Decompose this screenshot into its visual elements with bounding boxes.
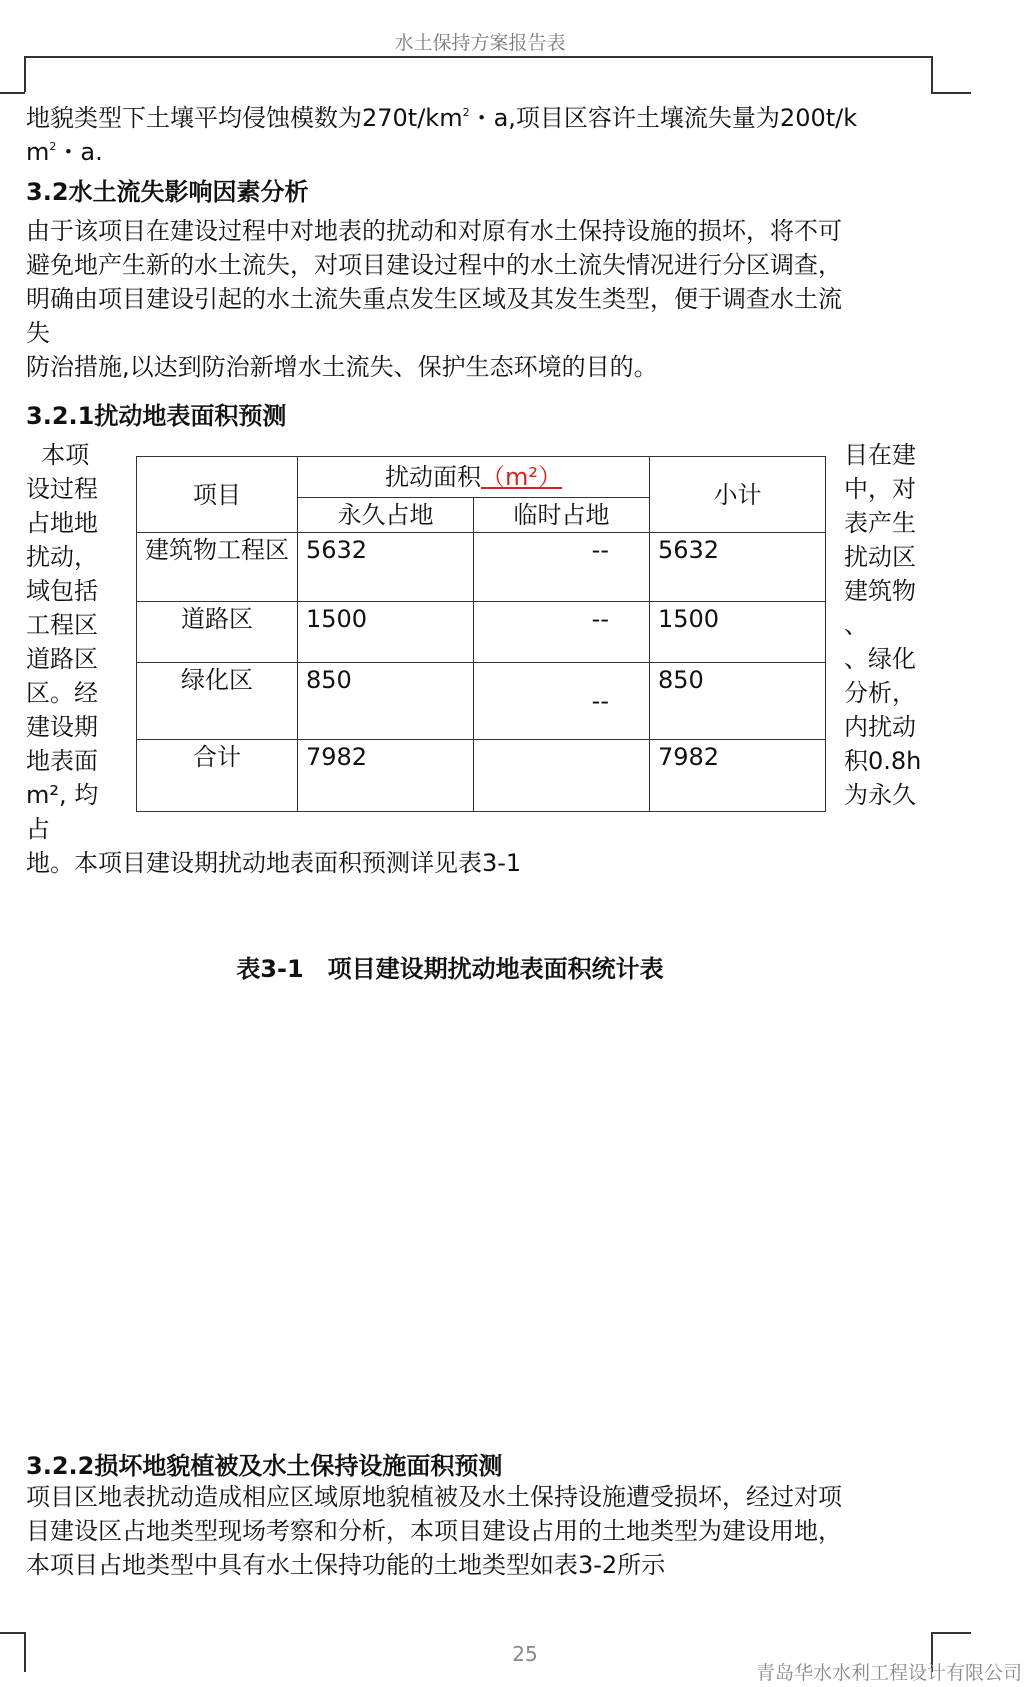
page-number: 25 bbox=[512, 1642, 538, 1666]
right-fragment: 扰动区 bbox=[844, 543, 916, 571]
right-fragment: 内扰动 bbox=[844, 713, 916, 741]
cell-subtotal: 5632 bbox=[650, 533, 826, 602]
cell-permanent: 5632 bbox=[298, 533, 474, 602]
cell-subtotal: 7982 bbox=[650, 740, 826, 812]
section-3-2-2-line-2: 目建设区占地类型现场考察和分析，本项目建设占用的土地类型为建设用地， bbox=[26, 1517, 842, 1545]
cell-subtotal: 850 bbox=[650, 663, 826, 740]
header-area bbox=[298, 457, 650, 498]
cell-temporary: -- bbox=[474, 663, 650, 740]
left-fragment: 设过程 bbox=[26, 475, 98, 503]
cell-permanent: 7982 bbox=[298, 740, 474, 812]
page-header-title: 水土保持方案报告表 bbox=[394, 32, 566, 54]
left-fragment: 工程区 bbox=[26, 611, 98, 639]
cell-temporary: -- bbox=[474, 602, 650, 663]
right-fragment: 表产生 bbox=[844, 509, 916, 537]
section-3-2-2-heading: 3.2.2损坏地貌植被及水土保持设施面积预测 bbox=[26, 1452, 503, 1480]
header-area-label: 扰动面积 bbox=[385, 463, 481, 491]
header-rule bbox=[24, 56, 932, 58]
left-fragment: 本项 bbox=[26, 441, 90, 469]
intro-line-2: $m^2$・a. bbox=[26, 138, 103, 166]
cell-item: 道路区 bbox=[137, 602, 298, 663]
intro-line-1: 地貌类型下土壤平均侵蚀模数为$270t/km^2$・a,项目区容许土壤流失量为200t/k bbox=[26, 104, 858, 132]
right-fragment: 分析， bbox=[844, 679, 916, 707]
cell-item: 合计 bbox=[137, 740, 298, 812]
section-3-2-1-heading: 3.2.1扰动地表面积预测 bbox=[26, 402, 287, 430]
left-fragment: 地表面 bbox=[26, 747, 98, 775]
left-fragment: 区。经 bbox=[26, 679, 98, 707]
right-fragment: 为永久 bbox=[844, 781, 916, 809]
header-subtotal: 小计 bbox=[650, 457, 826, 533]
corner-mark-bottom-right-h bbox=[931, 1632, 971, 1634]
section-3-2-line-1: 由于该项目在建设过程中对地表的扰动和对原有水土保持设施的损坏，将不可 bbox=[26, 217, 842, 245]
corner-mark-top-right bbox=[931, 56, 933, 92]
section-3-2-heading: 3.2水土流失影响因素分析 bbox=[26, 178, 309, 206]
table-row bbox=[137, 602, 826, 663]
right-fragment: 积0.8h bbox=[844, 747, 922, 775]
section-3-2-line-4: 失 bbox=[26, 319, 50, 347]
cell-item: 绿化区 bbox=[137, 663, 298, 740]
corner-mark-top-left bbox=[24, 56, 26, 92]
left-fragment: 建设期 bbox=[26, 713, 98, 741]
disturbance-area-table bbox=[136, 456, 826, 812]
header-permanent: 永久占地 bbox=[298, 498, 474, 533]
right-fragment: 目在建 bbox=[844, 441, 916, 469]
right-fragment: 、绿化 bbox=[844, 645, 916, 673]
section-3-2-1-last-line: 地。本项目建设期扰动地表面积预测详见表3-1 bbox=[26, 849, 522, 877]
header-area-unit: （m²） bbox=[481, 463, 562, 491]
header-item: 项目 bbox=[137, 457, 298, 533]
left-fragment: 道路区 bbox=[26, 645, 98, 673]
section-3-2-line-3: 明确由项目建设引起的水土流失重点发生区域及其发生类型，便于调查水土流 bbox=[26, 285, 842, 313]
cell-permanent: 850 bbox=[298, 663, 474, 740]
corner-mark-top-right-h bbox=[931, 92, 971, 94]
corner-mark-top-left-h bbox=[0, 92, 25, 94]
left-fragment: 占地地 bbox=[26, 509, 98, 537]
table-caption: 表3-1 项目建设期扰动地表面积统计表 bbox=[236, 955, 664, 983]
section-3-2-2-line-3: 本项目占地类型中具有水土保持功能的土地类型如表3-2所示 bbox=[26, 1551, 666, 1579]
section-3-2-2-line-1: 项目区地表扰动造成相应区域原地貌植被及水土保持设施遭受损坏，经过对项 bbox=[26, 1483, 842, 1511]
section-3-2-line-2: 避免地产生新的水土流失，对项目建设过程中的水土流失情况进行分区调查， bbox=[26, 251, 842, 279]
left-fragment: 域包括 bbox=[26, 577, 98, 605]
table-row bbox=[137, 533, 826, 602]
right-fragment: 中，对 bbox=[844, 475, 916, 503]
right-fragment: 建筑物 bbox=[844, 577, 916, 605]
header-temporary: 临时占地 bbox=[474, 498, 650, 533]
cell-subtotal: 1500 bbox=[650, 602, 826, 663]
left-fragment: 占 bbox=[26, 815, 50, 843]
table-row bbox=[137, 663, 826, 740]
section-3-2-line-5: 防治措施,以达到防治新增水土流失、保护生态环境的目的。 bbox=[26, 353, 658, 381]
cell-permanent: 1500 bbox=[298, 602, 474, 663]
right-fragment: 、 bbox=[844, 611, 868, 639]
cell-item: 建筑物工程区 bbox=[137, 533, 298, 602]
corner-mark-bottom-left-h bbox=[0, 1632, 25, 1634]
company-name: 青岛华水水利工程设计有限公司 bbox=[755, 1662, 1022, 1684]
left-fragment: m², 均 bbox=[26, 781, 99, 809]
cell-temporary: -- bbox=[474, 533, 650, 602]
left-fragment: 扰动， bbox=[26, 543, 98, 571]
cell-temporary bbox=[474, 740, 650, 812]
table-row bbox=[137, 740, 826, 812]
